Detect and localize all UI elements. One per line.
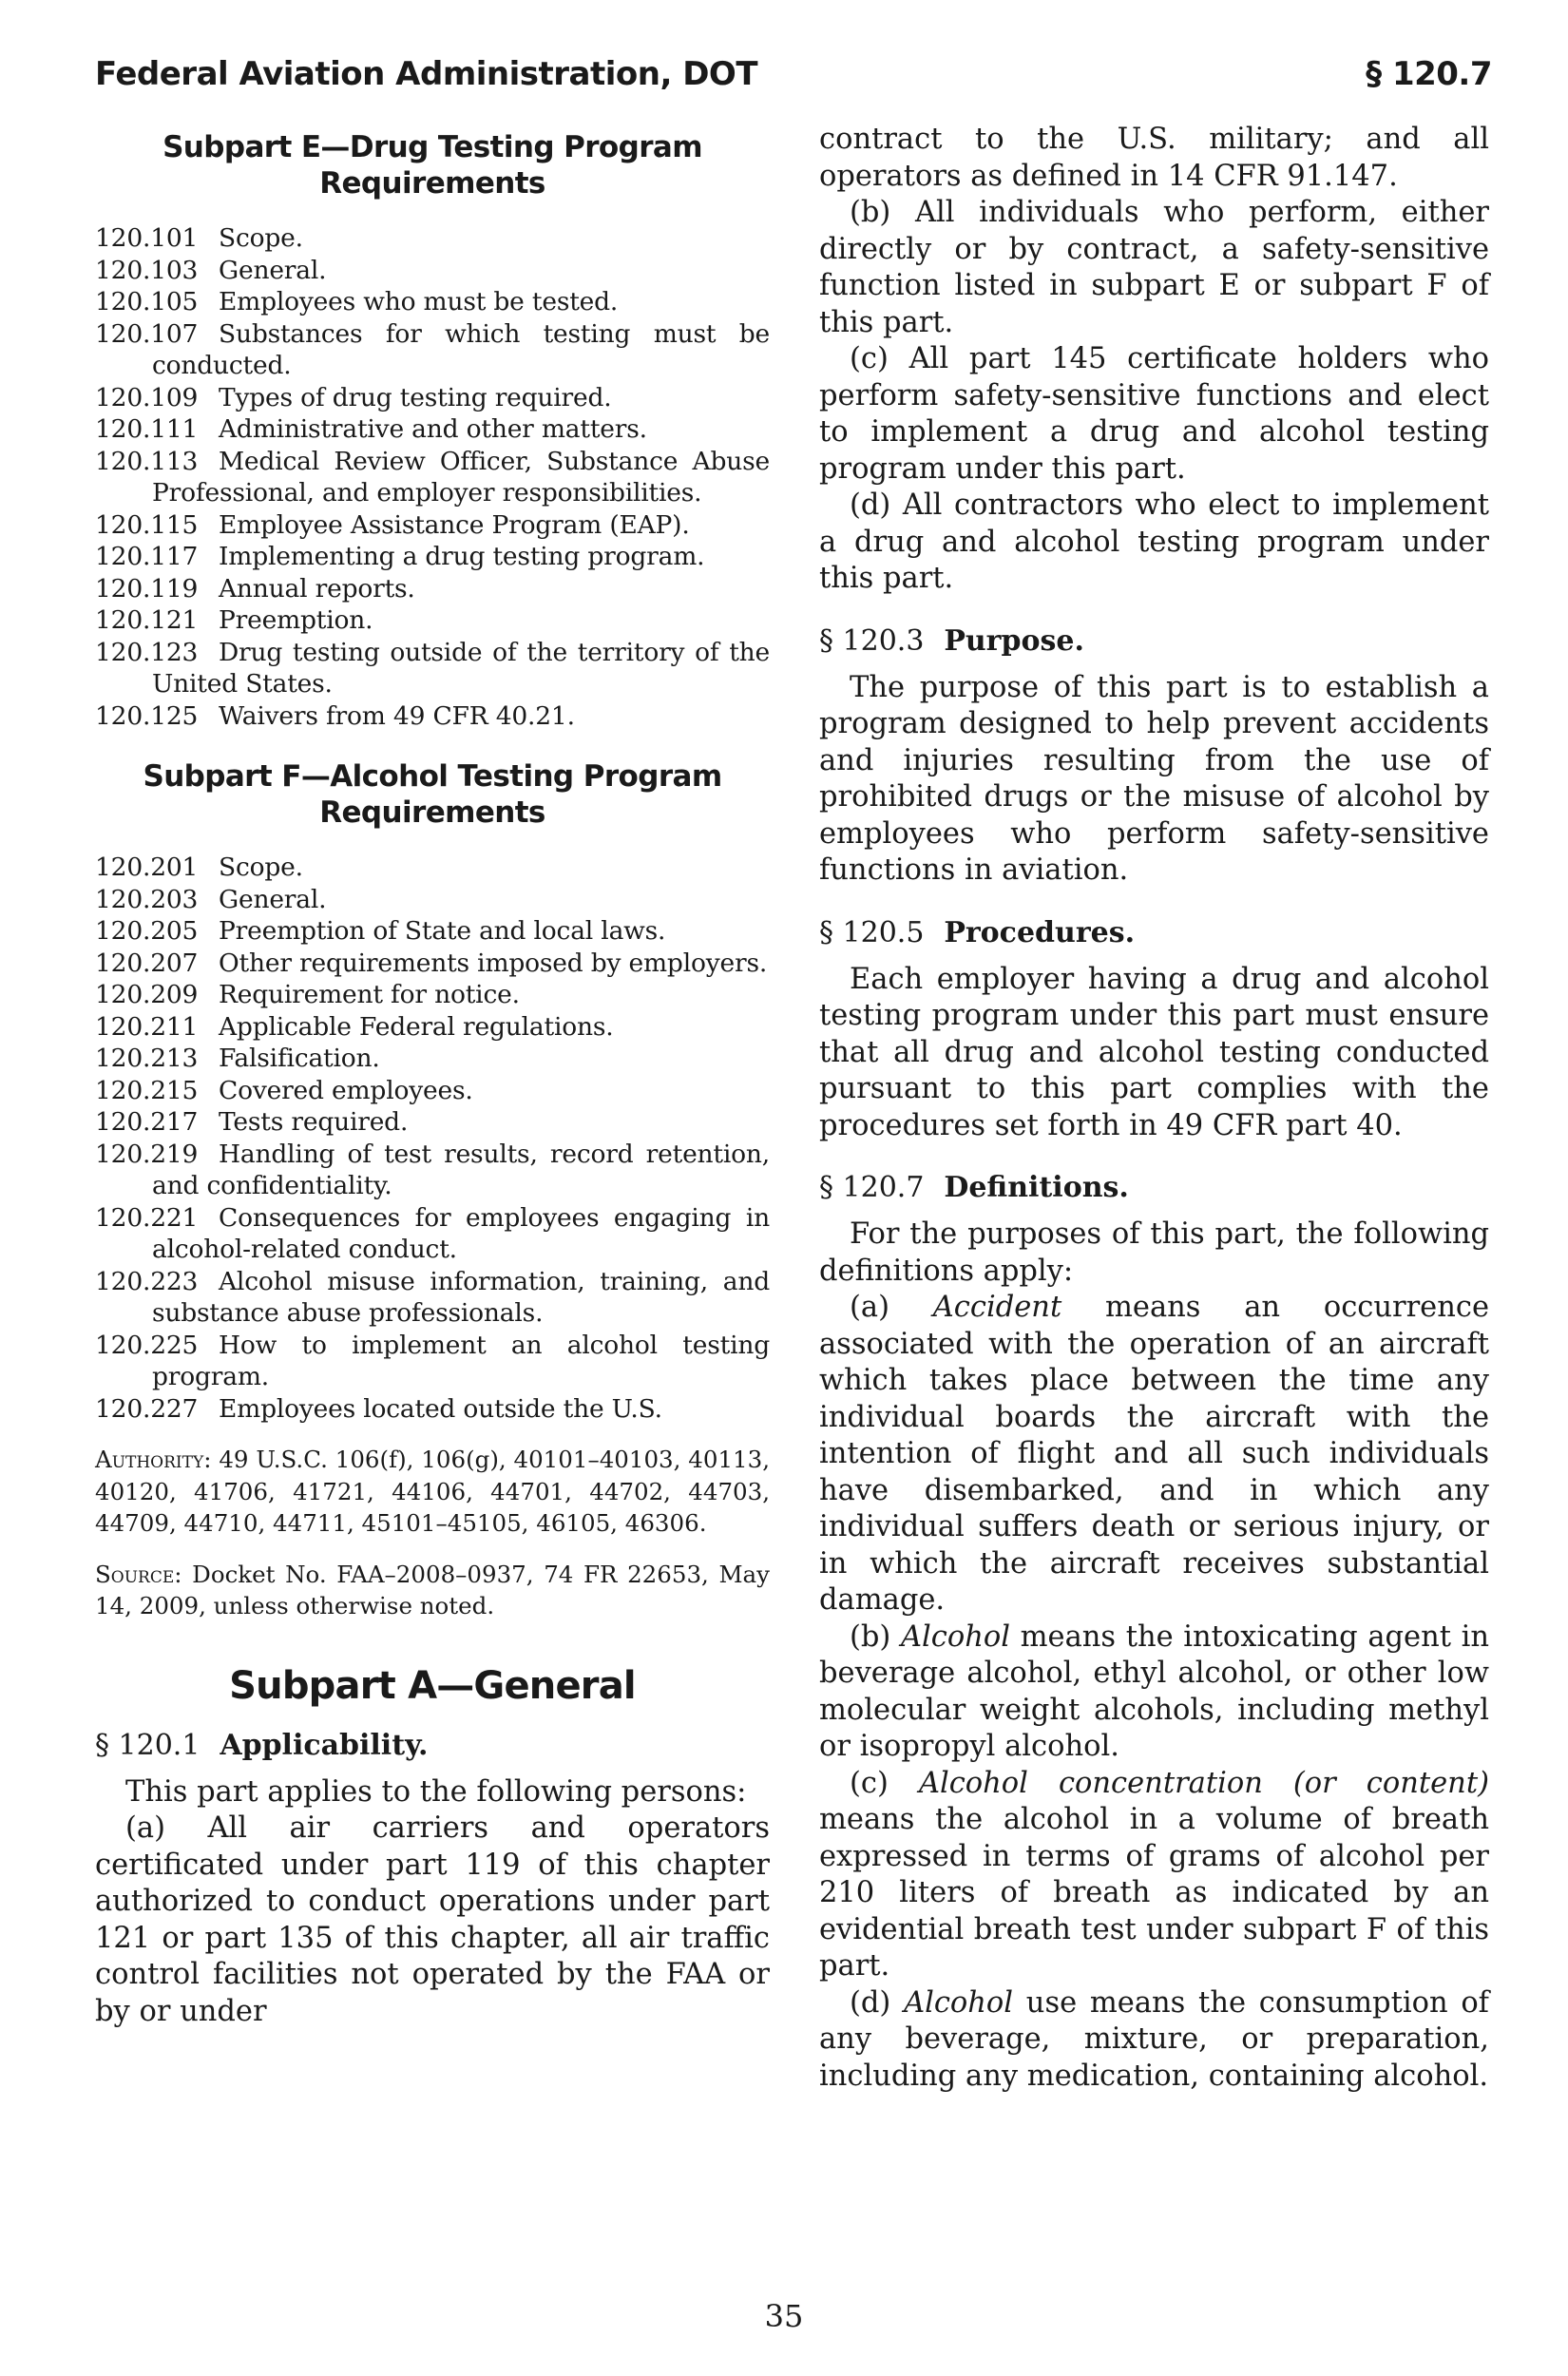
- toc-entry: 120.227 Employees located outside the U.S.: [95, 1393, 662, 1424]
- toc-entry: 120.225 How to implement an alcohol testing program.: [95, 1330, 770, 1391]
- subpart-e-contents: [95, 222, 770, 732]
- definition-alcohol: (b) Alcohol means the intoxicating agent in beverage alcohol, ethyl alcohol, or other low molecular weight alcohols, including methyl or isopropyl alcohol.: [819, 1619, 1490, 1763]
- toc-entry: 120.119 Annual reports.: [95, 573, 415, 604]
- toc-entry: 120.105 Employees who must be tested.: [95, 287, 619, 316]
- toc-entry: 120.213 Falsification.: [95, 1044, 380, 1073]
- agency-title: Federal Aviation Administration, DOT: [95, 55, 758, 93]
- toc-entry: 120.217 Tests required.: [95, 1107, 409, 1137]
- toc-entry: 120.221 Consequences for employees engaging in alcohol-related conduct.: [95, 1202, 770, 1264]
- toc-entry: 120.125 Waivers from 49 CFR 40.21.: [95, 700, 575, 731]
- section-120-1-continued: contract to the U.S. military; and all operators as defined in 14 CFR 91.147. (b) All individuals who perform, either directly or by contract, a safety-sensitive function listed in subpart E or subpart F of this part. (c) All part 145 certificate holders who perform safety-sensitive functions and elect to implement a drug and alcohol testing program under this part. (d) All contractors who elect to implement a drug and alcohol testing program under this part.: [819, 123, 1489, 595]
- section-120-3-heading: § 120.3 Purpose.: [819, 623, 1084, 658]
- section-120-1-body: This part applies to the following persons: (a) All air carriers and operators certificated under part 119 of this chapter authorized to conduct operations under part 121 or part 135 of this chapter, all air traffic control facilities not operated by the FAA or by or under: [95, 1774, 770, 2028]
- toc-entry: 120.215 Covered employees.: [95, 1075, 473, 1105]
- definition-alcohol-concentration: (c) Alcohol concentration (or content) means the alcohol in a volume of breath expressed in terms of grams of alcohol per 210 liters of breath as indicated by an evidential breath test under subpart F of this part.: [819, 1766, 1489, 1983]
- toc-entry: 120.123 Drug testing outside of the territory of the United States.: [95, 637, 770, 699]
- section-120-5-heading: § 120.5 Procedures.: [819, 915, 1136, 949]
- toc-entry: 120.103 General.: [95, 255, 327, 285]
- section-120-7-body: For the purposes of this part, the following definitions apply: (a) Accident means an occurrence associated with the operation of an aircraft which takes place between the time any individual boards the aircraft with the intention of flight and all such individuals have disembarked, and in which any individual suffers death or serious injury, or in which the aircraft receives substantial damage. (b) Alcohol means the intoxicating agent in beverage alcohol, ethyl alcohol, or other low molecular weight alcohols, including methyl or isopropyl alcohol. (c) Alcohol concentration (or content) means the alcohol in a volume of breath expressed in terms of grams of alcohol per 210 liters of breath as indicated by an evidential breath test under subpart F of this part. (d) Alcohol use means the consumption of any beverage, mixture, or preparation, including any medication, containing alcohol.: [819, 1217, 1489, 2095]
- subpart-e-heading: Subpart E—Drug Testing Program Requirements: [163, 130, 702, 201]
- section-120-3-body: The purpose of this part is to establish a program designed to help prevent accidents and injuries resulting from the use of prohibited drugs or the misuse of alcohol by employees who perform safety-sensitive functions in aviation.: [819, 670, 1489, 887]
- toc-entry: 120.219 Handling of test results, record retention, and confidentiality.: [95, 1139, 770, 1200]
- toc-entry: 120.107 Substances for which testing must be conducted.: [95, 318, 770, 380]
- toc-entry: 120.109 Types of drug testing required.: [95, 382, 612, 412]
- subpart-f-contents: [95, 852, 770, 1425]
- page-number: 35: [764, 2298, 804, 2334]
- left-column: [95, 122, 770, 2030]
- toc-entry: 120.113 Medical Review Officer, Substance Abuse Professional, and employer responsibilities.: [95, 446, 770, 508]
- subpart-f-heading: Subpart F—Alcohol Testing Program Requirements: [143, 759, 722, 830]
- right-column: [819, 122, 1489, 2095]
- toc-entry: 120.211 Applicable Federal regulations.: [95, 1011, 614, 1042]
- section-120-5-body: Each employer having a drug and alcohol testing program under this part must ensure that all drug and alcohol testing conducted pursuant to this part complies with the procedures set forth in 49 CFR part 40.: [819, 962, 1489, 1142]
- toc-entry: 120.209 Requirement for notice.: [95, 980, 520, 1009]
- section-reference: § 120.7: [1366, 55, 1492, 93]
- toc-entry: 120.207 Other requirements imposed by employers.: [95, 948, 768, 978]
- toc-entry: 120.111 Administrative and other matters.: [95, 414, 647, 444]
- toc-entry: 120.201 Scope.: [95, 853, 303, 882]
- section-120-1-heading: § 120.1 Applicability.: [95, 1728, 429, 1762]
- authority-note: Authority: 49 U.S.C. 106(f), 106(g), 40101–40103, 40113, 40120, 41706, 41721, 44106, 44701, 44702, 44703, 44709, 44710, 44711, 45101–45105, 46105, 46306.: [95, 1446, 770, 1537]
- toc-entry: 120.115 Employee Assistance Program (EAP).: [95, 509, 690, 540]
- toc-entry: 120.101 Scope.: [95, 223, 303, 253]
- toc-entry: 120.117 Implementing a drug testing program.: [95, 542, 705, 571]
- section-120-7-heading: § 120.7 Definitions.: [819, 1171, 1129, 1204]
- definition-accident: (a) Accident means an occurrence associated with the operation of an aircraft which takes place between the time any individual boards the aircraft with the intention of flight and all such individuals have disembarked, and in which any individual suffers death or serious injury, or in which the aircraft receives substantial damage.: [819, 1291, 1490, 1617]
- toc-entry: 120.121 Preemption.: [95, 605, 373, 635]
- toc-entry: 120.203 General.: [95, 884, 327, 914]
- subpart-a-heading: Subpart A—General: [229, 1663, 636, 1708]
- source-note: Source: Docket No. FAA–2008–0937, 74 FR 22653, May 14, 2009, unless otherwise noted.: [95, 1560, 770, 1619]
- toc-entry: 120.205 Preemption of State and local laws.: [95, 916, 666, 946]
- definition-alcohol-use: (d) Alcohol use means the consumption of any beverage, mixture, or preparation, including any medication, containing alcohol.: [819, 1985, 1489, 2093]
- toc-entry: 120.223 Alcohol misuse information, training, and substance abuse professionals.: [95, 1266, 770, 1328]
